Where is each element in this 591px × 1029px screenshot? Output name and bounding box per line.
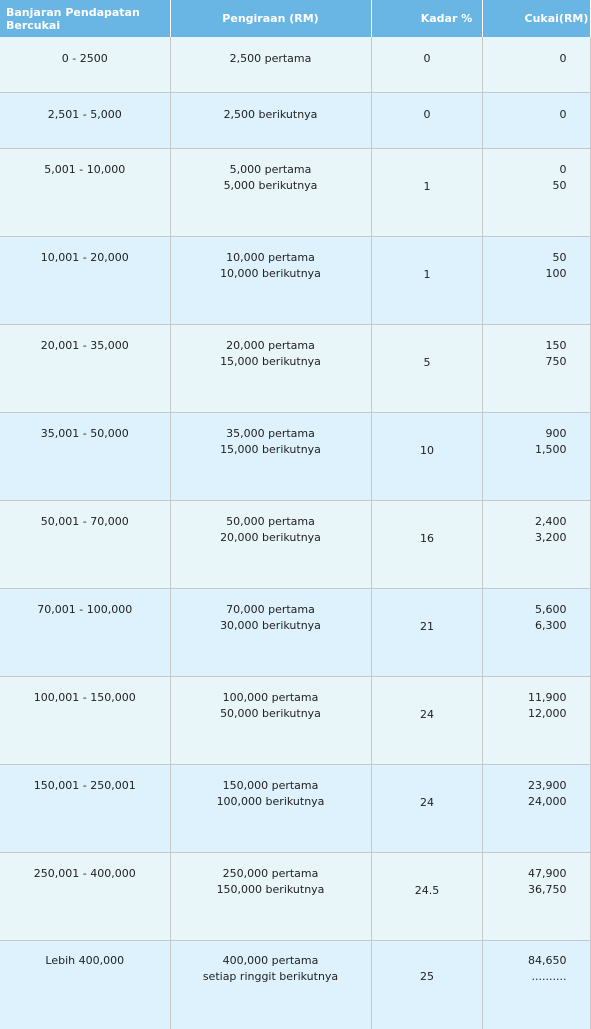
calculation-line: 10,000 berikutnya: [171, 266, 371, 282]
table-row: [0, 677, 590, 765]
tax-amount: 0: [483, 162, 567, 178]
tax-amount: 50: [483, 250, 567, 266]
tax-amount: ..........: [483, 969, 567, 985]
tax-amount: 24,000: [483, 794, 567, 810]
calculation-cell: [170, 93, 371, 149]
calculation-line: 15,000 berikutnya: [171, 442, 371, 458]
calculation-line: 150,000 berikutnya: [171, 882, 371, 898]
income-band-cell: 10,001 - 20,000: [0, 237, 170, 325]
table-row: [0, 93, 590, 149]
tax-amount: 5,600: [483, 602, 567, 618]
tax-cell: [482, 93, 590, 149]
calculation-cell: [170, 589, 371, 677]
table-row: [0, 237, 590, 325]
calculation-cell: [170, 149, 371, 237]
rate-cell: 0: [371, 93, 482, 149]
tax-amount: 11,900: [483, 690, 567, 706]
calculation-cell: [170, 677, 371, 765]
calculation-cell: [170, 237, 371, 325]
header-tax: Cukai(RM): [482, 0, 590, 37]
header-row: [0, 0, 590, 37]
calculation-cell: [170, 941, 371, 1029]
calculation-line: 2,500 berikutnya: [171, 107, 371, 123]
tax-amount: 23,900: [483, 778, 567, 794]
tax-amount: 47,900: [483, 866, 567, 882]
rate-cell: 24.5: [371, 853, 482, 941]
table-row: [0, 325, 590, 413]
calculation-line: 30,000 berikutnya: [171, 618, 371, 634]
calculation-line: 5,000 berikutnya: [171, 178, 371, 194]
table-body: [0, 37, 590, 1029]
table-header: [0, 0, 590, 37]
calculation-line: 150,000 pertama: [171, 778, 371, 794]
table-row: [0, 501, 590, 589]
calculation-line: 2,500 pertama: [171, 51, 371, 67]
table-row: [0, 941, 590, 1029]
calculation-line: 250,000 pertama: [171, 866, 371, 882]
rate-cell: 5: [371, 325, 482, 413]
tax-amount: 900: [483, 426, 567, 442]
tax-cell: [482, 501, 590, 589]
calculation-cell: [170, 37, 371, 93]
calculation-cell: [170, 325, 371, 413]
table-row: [0, 149, 590, 237]
table-row: [0, 853, 590, 941]
income-band-cell: 70,001 - 100,000: [0, 589, 170, 677]
calculation-line: 10,000 pertama: [171, 250, 371, 266]
tax-cell: [482, 941, 590, 1029]
calculation-cell: [170, 413, 371, 501]
tax-cell: [482, 589, 590, 677]
calculation-line: 400,000 pertama: [171, 953, 371, 969]
income-band-cell: 35,001 - 50,000: [0, 413, 170, 501]
income-band-cell: 100,001 - 150,000: [0, 677, 170, 765]
rate-cell: 0: [371, 37, 482, 93]
tax-amount: 12,000: [483, 706, 567, 722]
header-rate: Kadar %: [371, 0, 482, 37]
calculation-line: 100,000 pertama: [171, 690, 371, 706]
income-band-cell: 20,001 - 35,000: [0, 325, 170, 413]
table-row: [0, 413, 590, 501]
tax-amount: 0: [483, 107, 567, 123]
calculation-line: 15,000 berikutnya: [171, 354, 371, 370]
rate-cell: 21: [371, 589, 482, 677]
calculation-line: 50,000 berikutnya: [171, 706, 371, 722]
calculation-cell: [170, 765, 371, 853]
tax-amount: 36,750: [483, 882, 567, 898]
calculation-line: 20,000 berikutnya: [171, 530, 371, 546]
income-band-cell: 2,501 - 5,000: [0, 93, 170, 149]
income-band-cell: 150,001 - 250,001: [0, 765, 170, 853]
rate-cell: 24: [371, 765, 482, 853]
tax-amount: 6,300: [483, 618, 567, 634]
income-band-cell: 5,001 - 10,000: [0, 149, 170, 237]
table-row: [0, 589, 590, 677]
calculation-line: 5,000 pertama: [171, 162, 371, 178]
tax-cell: [482, 37, 590, 93]
calculation-line: 100,000 berikutnya: [171, 794, 371, 810]
table-row: [0, 37, 590, 93]
rate-cell: 25: [371, 941, 482, 1029]
calculation-cell: [170, 501, 371, 589]
rate-cell: 1: [371, 149, 482, 237]
tax-amount: 84,650: [483, 953, 567, 969]
tax-cell: [482, 677, 590, 765]
table-row: [0, 765, 590, 853]
tax-amount: 150: [483, 338, 567, 354]
calculation-line: 70,000 pertama: [171, 602, 371, 618]
rate-cell: 10: [371, 413, 482, 501]
header-calculation: Pengiraan (RM): [170, 0, 371, 37]
tax-amount: 750: [483, 354, 567, 370]
tax-amount: 100: [483, 266, 567, 282]
rate-cell: 24: [371, 677, 482, 765]
calculation-line: 35,000 pertama: [171, 426, 371, 442]
tax-amount: 2,400: [483, 514, 567, 530]
tax-cell: [482, 237, 590, 325]
income-band-cell: 250,001 - 400,000: [0, 853, 170, 941]
tax-cell: [482, 413, 590, 501]
calculation-cell: [170, 853, 371, 941]
tax-amount: 50: [483, 178, 567, 194]
calculation-line: 50,000 pertama: [171, 514, 371, 530]
header-income-band: Banjaran Pendapatan Bercukai: [0, 0, 170, 37]
tax-cell: [482, 853, 590, 941]
income-band-cell: 50,001 - 70,000: [0, 501, 170, 589]
income-band-cell: 0 - 2500: [0, 37, 170, 93]
tax-cell: [482, 325, 590, 413]
tax-amount: 1,500: [483, 442, 567, 458]
income-band-cell: Lebih 400,000: [0, 941, 170, 1029]
tax-cell: [482, 765, 590, 853]
rate-cell: 1: [371, 237, 482, 325]
calculation-line: 20,000 pertama: [171, 338, 371, 354]
rate-cell: 16: [371, 501, 482, 589]
tax-amount: 3,200: [483, 530, 567, 546]
calculation-line: setiap ringgit berikutnya: [171, 969, 371, 985]
tax-amount: 0: [483, 51, 567, 67]
tax-cell: [482, 149, 590, 237]
